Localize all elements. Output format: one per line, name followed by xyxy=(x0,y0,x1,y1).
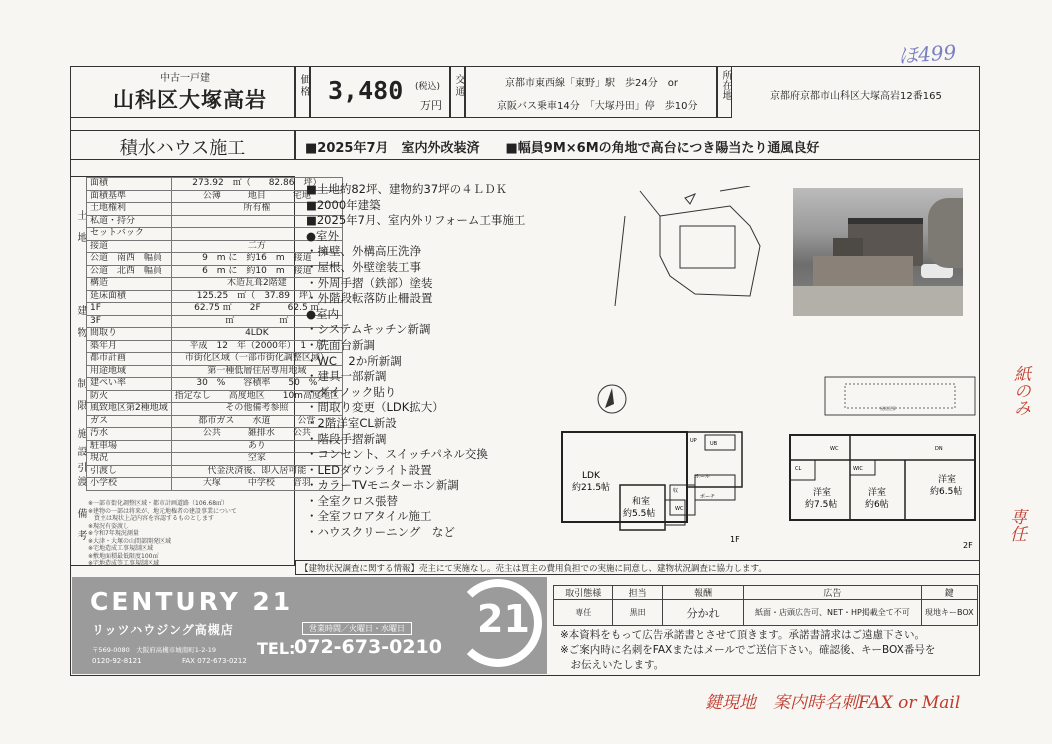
transport-line1: 京都市東西線「東野」駅 歩24分 or xyxy=(505,78,678,89)
spec-value: ㎡ ㎡ xyxy=(171,315,342,328)
feature-item: ・全室クロス張替 xyxy=(306,493,398,508)
yo3-size: 約6.5帖 xyxy=(930,487,963,497)
spec-key: 土地権利 xyxy=(87,203,172,216)
spec-row xyxy=(87,340,343,353)
company-banner xyxy=(72,577,547,674)
feature-item: ・ダイノック貼り xyxy=(306,384,397,399)
feature-item: ●室内 xyxy=(306,306,340,321)
fax-number: FAX 072-673-0212 xyxy=(182,657,247,665)
spec-key: 面積 xyxy=(87,178,172,191)
spec-row xyxy=(87,428,343,441)
feature-item: ・外階段転落防止柵設置 xyxy=(306,291,433,306)
spec-row xyxy=(87,315,343,328)
spec-key: 築年月 xyxy=(87,340,172,353)
brand-name: CENTURY 21 xyxy=(90,587,294,616)
free-dial: 0120-92-8121 xyxy=(92,657,142,665)
spec-value: 9 m に 約16 m 接道 xyxy=(171,253,342,266)
feature-list xyxy=(306,182,525,541)
headline: ■2025年7月 室内外改装済 ■幅員9M×6Mの角地で高台につき陽当たり通風良好 xyxy=(305,141,820,156)
feature-item: ・全室フロアタイル施工 xyxy=(306,509,432,524)
spec-key: 建ぺい率 xyxy=(87,378,172,391)
facility-label: 施設 xyxy=(75,428,86,464)
spec-value: 公簿 地目 宅地 xyxy=(171,190,342,203)
hours-text: 営業時間／火曜日・水曜日 xyxy=(302,622,412,635)
restriction-label: 制限 xyxy=(75,378,86,422)
spec-value: 125.25 ㎡（ 37.89 坪） xyxy=(171,290,342,303)
store-name: リッツハウジング高槻店 xyxy=(92,623,234,637)
spec-value: 市街化区域（一部市街化調整区域） xyxy=(171,353,342,366)
spec-value: 6 m に 約10 m 接道 xyxy=(171,265,342,278)
price-value: 3,480 xyxy=(328,76,404,105)
site-map xyxy=(600,186,790,316)
spec-key: 面積基準 xyxy=(87,190,172,203)
transaction-value: 黒田 xyxy=(613,600,662,626)
price-tax: (税込) xyxy=(415,82,441,92)
spec-row xyxy=(87,328,343,341)
spec-key: 3F xyxy=(87,315,172,328)
address-text: 〒569-0080 大阪府高槻市城南町1-2-19 xyxy=(92,646,217,654)
spec-value: 273.92 ㎡（ 82.86 坪） xyxy=(171,178,342,191)
spec-value: 4LDK xyxy=(171,328,342,341)
remark-item: ※一部市街化調整区域・都市計画道路（106.68㎡） xyxy=(88,500,229,507)
spec-row xyxy=(87,190,343,203)
footer-note: ※本資料をもって広告承諾書とさせて頂きます。承諾書請求はご遠慮下さい。 xyxy=(560,629,925,641)
delivery-label: 引渡 xyxy=(75,462,86,490)
spec-row xyxy=(87,265,343,278)
transaction-header: 報酬 xyxy=(662,586,744,600)
wc-label-1f: WC xyxy=(675,506,684,512)
spec-row xyxy=(87,465,343,478)
spec-value: 平成 12 年（2000年） 1 月 xyxy=(171,340,342,353)
builder-name: 積水ハウス施工 xyxy=(119,138,246,159)
floorplan-1f xyxy=(560,430,760,545)
transaction-value: 紙面・店頭広告可、NET・HP掲載全て不可 xyxy=(744,600,921,626)
survey-note: 【建物状況調査に関する情報】売主にて実施なし。売主は買主の費用負担での実施に同意し、建物状況調査に協力します。 xyxy=(300,564,767,574)
spec-key: 1F xyxy=(87,303,172,316)
area-name: 山科区大塚高岩 xyxy=(113,88,267,112)
feature-item: ・2階洋室CL新設 xyxy=(306,415,397,430)
feature-item: ・システムキッチン新調 xyxy=(306,322,431,337)
tel-number: 072-673-0210 xyxy=(294,636,442,658)
feature-item: ・カラーTVモニターホン新調 xyxy=(306,478,459,493)
spec-row xyxy=(87,303,343,316)
spec-value: 木造瓦葺2階建 xyxy=(171,278,342,291)
house-photo xyxy=(793,188,963,316)
spec-row xyxy=(87,403,343,416)
spec-row xyxy=(87,215,343,228)
area-cell xyxy=(70,66,295,118)
transaction-value: 現地キーBOX xyxy=(921,600,977,626)
feature-item: ・間取り変更（LDK拡大） xyxy=(306,400,444,415)
spec-key: ガス xyxy=(87,415,172,428)
ub-label: UB xyxy=(710,441,718,447)
yo2-size: 約6帖 xyxy=(865,500,889,510)
spec-key: 間取り xyxy=(87,328,172,341)
feature-item: ・屋根、外壁塗装工事 xyxy=(306,259,421,274)
spec-key: セットバック xyxy=(87,228,172,241)
feature-item: ・ハウスクリーニング など xyxy=(306,525,455,540)
spec-key: 接道 xyxy=(87,240,172,253)
svg-text:屋根瓦葺: 屋根瓦葺 xyxy=(880,406,896,411)
spec-key: 汚水 xyxy=(87,428,172,441)
handwriting-top-right: ほ499 xyxy=(897,39,958,68)
feature-item: ■2000年建築 xyxy=(306,197,381,212)
feature-item: ・擁壁、外構高圧洗浄 xyxy=(306,244,421,259)
feature-item: ●室外 xyxy=(306,228,340,243)
spec-key: 用途地域 xyxy=(87,365,172,378)
yo1-size: 約7.5帖 xyxy=(805,500,838,510)
spec-value: 所有権 xyxy=(171,203,342,216)
feature-item: ・建具一部新調 xyxy=(306,369,387,384)
transaction-header: 広告 xyxy=(744,586,921,600)
spec-row xyxy=(87,178,343,191)
spec-row xyxy=(87,228,343,241)
spec-value: 都市ガス 水道 公営 xyxy=(171,415,342,428)
feature-item: ■2025年7月、室内外リフォーム工事施工 xyxy=(306,213,526,228)
feature-item: ・外周手摺（鉄部）塗装 xyxy=(306,275,433,290)
building-label: 建物 xyxy=(75,305,86,349)
spec-row xyxy=(87,415,343,428)
spec-row xyxy=(87,353,343,366)
spec-row xyxy=(87,253,343,266)
footer-note: お伝えいたします。 xyxy=(560,659,665,671)
remark-item: 買主は現状上記内容を容認するものとします xyxy=(88,515,215,522)
spec-key: 駐車場 xyxy=(87,440,172,453)
feature-item: ・WC 2か所新調 xyxy=(306,353,402,368)
roof-plan xyxy=(820,372,980,422)
spec-value: 二方 xyxy=(171,240,342,253)
handwriting-bottom: 鍵現地 案内時名刺FAX or Mail xyxy=(705,693,961,713)
remark-item: ※建物の一部は将来が、地元地権者の建設事業について xyxy=(88,507,237,515)
feature-item: ・コンセント、スイッチパネル交換 xyxy=(306,447,488,462)
price-unit: 万円 xyxy=(420,99,442,112)
spec-key: 構造 xyxy=(87,278,172,291)
spec-row xyxy=(87,440,343,453)
floorplan-2f xyxy=(785,430,980,550)
remark-item: ※現況有姿渡し xyxy=(88,522,130,530)
feature-item: ・LEDダウンライト設置 xyxy=(306,462,432,477)
transaction-value: 専任 xyxy=(554,600,613,626)
remark-item: ※大津・大塚の山間部開発区域 xyxy=(88,537,172,545)
feature-item: ■土地約82坪、建物約37坪の４ＬＤＫ xyxy=(306,182,508,196)
remarks-label: 備考 xyxy=(75,508,86,552)
spec-row xyxy=(87,278,343,291)
spec-row xyxy=(87,378,343,391)
hall-label: ホール xyxy=(695,474,710,480)
transaction-header: 鍵 xyxy=(921,586,977,600)
porch-label: ポーチ xyxy=(700,494,716,500)
spec-row xyxy=(87,203,343,216)
spec-value: その他備考参照 xyxy=(171,403,342,416)
spec-key: 公道 北西 幅員 xyxy=(87,265,172,278)
spec-key: 公道 南西 幅員 xyxy=(87,253,172,266)
spec-value: 空家 xyxy=(171,453,342,466)
spec-row xyxy=(87,478,343,491)
spec-value: あり xyxy=(171,440,342,453)
feature-item: ・洗面台新調 xyxy=(306,337,375,352)
spec-key: 私道・持分 xyxy=(87,215,172,228)
transaction-value: 分かれ xyxy=(662,600,744,626)
spec-key: 防火 xyxy=(87,390,172,403)
yo1-label: 洋室 xyxy=(813,488,832,498)
spec-remarks xyxy=(88,500,293,568)
spec-value: 指定なし 高度地区 10m高度地区 xyxy=(171,390,342,403)
feature-item: ・階段手摺新調 xyxy=(306,431,387,446)
spec-key: 現況 xyxy=(87,453,172,466)
yo3-label: 洋室 xyxy=(938,475,957,485)
spec-value: 代金決済後、即入居可能 xyxy=(171,465,342,478)
transport-label: 交通 xyxy=(453,74,464,98)
spec-key: 小学校 xyxy=(87,478,172,491)
washitsu-size: 約5.5帖 xyxy=(623,509,656,519)
logo-number: 21 xyxy=(477,597,530,641)
remark-item: ※敷地面積最低限度100㎡ xyxy=(88,552,159,560)
spec-key: 都市計画 xyxy=(87,353,172,366)
spec-row xyxy=(87,390,343,403)
transaction-header: 担当 xyxy=(613,586,662,600)
land-label: 土地 xyxy=(75,210,86,254)
tel-label: TEL: xyxy=(257,639,296,658)
spec-value: 62.75 ㎡ 2F 62.5 ㎡ xyxy=(171,303,342,316)
remark-item: ※宅地造成工事規制区域 xyxy=(88,545,154,552)
spec-key: 延床面積 xyxy=(87,290,172,303)
spec-value: 30 % 容積率 50 % xyxy=(171,378,342,391)
spec-key: 引渡し xyxy=(87,465,172,478)
remark-item: ※宅地造成等工事規制区域 xyxy=(88,560,160,567)
ldk-label: LDK xyxy=(582,471,600,481)
footer-notes xyxy=(560,628,935,673)
up-label-1f: UP xyxy=(690,438,697,444)
handwriting-side-note1: 紙のみ xyxy=(1010,365,1030,416)
spec-key: 風致地区第2種地域 xyxy=(87,403,172,416)
wic-label: WIC xyxy=(853,466,863,472)
spec-row xyxy=(87,240,343,253)
category-label: 中古一戸建 xyxy=(160,73,210,84)
spec-row xyxy=(87,453,343,466)
washitsu-label: 和室 xyxy=(632,497,651,507)
floorplan-2f-label: 2F xyxy=(963,541,973,550)
price-label: 価格 xyxy=(298,74,309,98)
dn-label: DN xyxy=(935,446,943,452)
location-label: 所在地 xyxy=(720,70,731,100)
north-arrow-icon xyxy=(595,382,629,416)
wc-label-2f: WC xyxy=(830,446,839,452)
spec-row xyxy=(87,365,343,378)
location-value: 京都府京都市山科区大塚高岩12番165 xyxy=(770,91,942,102)
spec-value: 公共 雑排水 公共 xyxy=(171,428,342,441)
transaction-header: 取引態様 xyxy=(554,586,613,600)
handwriting-side-note2: 専任 xyxy=(1006,508,1026,542)
footer-note: ※ご案内時に名刺をFAXまたはメールでご送信下さい。確認後、キーBOX番号を xyxy=(560,644,936,656)
spec-value: 大塚 中学校 音羽 xyxy=(171,478,342,491)
storage-label: 収 xyxy=(673,488,679,494)
spec-row xyxy=(87,290,343,303)
spec-value: 第一種低層住居専用地域 xyxy=(171,365,342,378)
floorplan-1f-label: 1F xyxy=(730,535,740,544)
transaction-table xyxy=(553,585,978,626)
cl-label-2f: CL xyxy=(795,466,802,472)
transport-line2: 京阪バス乗車14分 「大塚丹田」停 歩10分 xyxy=(497,101,698,112)
yo2-label: 洋室 xyxy=(868,488,887,498)
remark-item: ※令和7年現況測量 xyxy=(88,530,139,537)
ldk-size: 約21.5帖 xyxy=(572,483,611,493)
